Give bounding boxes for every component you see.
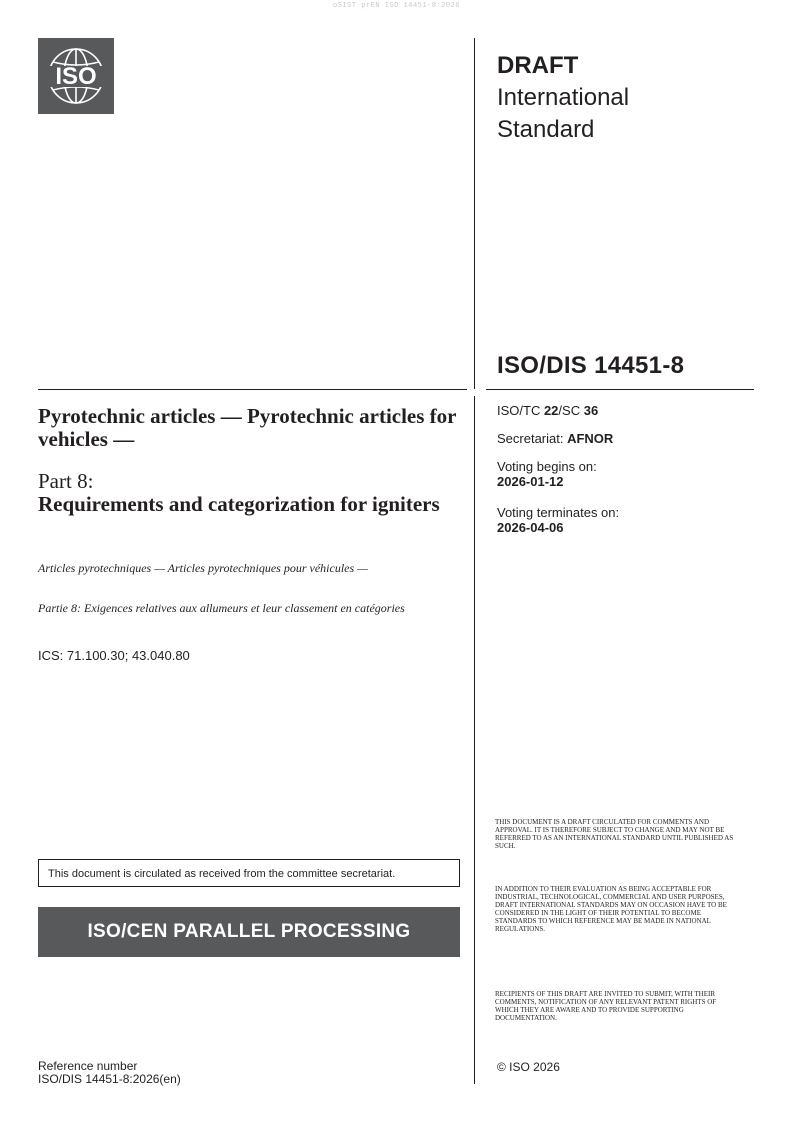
circulation-notice: This document is circulated as received from the committee secretariat. [38,859,460,887]
secretariat: Secretariat: AFNOR [497,431,614,446]
voting-begins: Voting begins on: 2026-01-12 [497,459,597,489]
part-title: Requirements and categorization for igniters [38,492,440,516]
column-divider-top [474,38,475,389]
french-title: Articles pyrotechniques — Articles pyrotechniques pour véhicules — [38,561,368,575]
column-divider-bottom [474,396,475,1084]
draft-label-international: International [497,84,630,111]
voting-terminates: Voting terminates on: 2026-04-06 [497,505,620,535]
disclaimer-paragraph-1: THIS DOCUMENT IS A DRAFT CIRCULATED FOR COMMENTS AND APPROVAL. IT IS THEREFORE SUBJECT TO CHANGE AND MAY NOT BE REFERRED TO AS AN INTERNATIONAL STANDARD UNTIL PUBLISHED AS SUCH. [495,818,734,850]
draft-label: DRAFT [497,52,579,79]
iso-globe-icon [38,38,114,114]
document-title: Pyrotechnic articles — Pyrotechnic articles for vehicles — [38,404,457,451]
parallel-processing-banner: ISO/CEN PARALLEL PROCESSING [38,907,460,957]
french-part-title: Partie 8: Exigences relatives aux allumeurs et leur classement en catégories [38,601,405,615]
committee: ISO/TC 22/SC 36 [497,403,599,418]
voting-terminates-date: 2026-04-06 [497,520,564,535]
ics-codes: ICS: 71.100.30; 43.040.80 [38,648,190,663]
document-number: ISO/DIS 14451-8 [497,352,685,379]
disclaimer-paragraph-3: RECIPIENTS OF THIS DRAFT ARE INVITED TO SUBMIT, WITH THEIR COMMENTS, NOTIFICATION OF ANY RELEVANT PATENT RIGHTS OF WHICH THEY ARE AWARE AND TO PROVIDE SUPPORTING DOCUMENTATION. [495,990,717,1022]
title-rule-left [38,389,467,390]
document-watermark-header: oSIST prEN ISO 14451-8:2026 [333,2,460,10]
disclaimer-paragraph-2: IN ADDITION TO THEIR EVALUATION AS BEING ACCEPTABLE FOR INDUSTRIAL, TECHNOLOGICAL, COMMERCIAL AND USER PURPOSES, DRAFT INTERNATIONAL STANDARDS MAY ON OCCASION HAVE TO BE CONSIDERED IN THE LIGHT OF THEIR POTENTIAL TO BECOME STANDARDS TO WHICH REFERENCE MAY BE MADE IN NATIONAL REGULATIONS. [495,885,727,933]
draft-label-standard: Standard [497,116,595,143]
copyright: © ISO 2026 [497,1060,560,1074]
logo-text: ISO [55,63,97,90]
voting-begins-date: 2026-01-12 [497,474,564,489]
reference-number-label: Reference number [38,1059,138,1073]
title-rule-right [486,389,754,390]
iso-logo [38,38,114,114]
reference-number: ISO/DIS 14451-8:2026(en) [38,1072,181,1086]
part-number: Part 8: [38,469,94,493]
